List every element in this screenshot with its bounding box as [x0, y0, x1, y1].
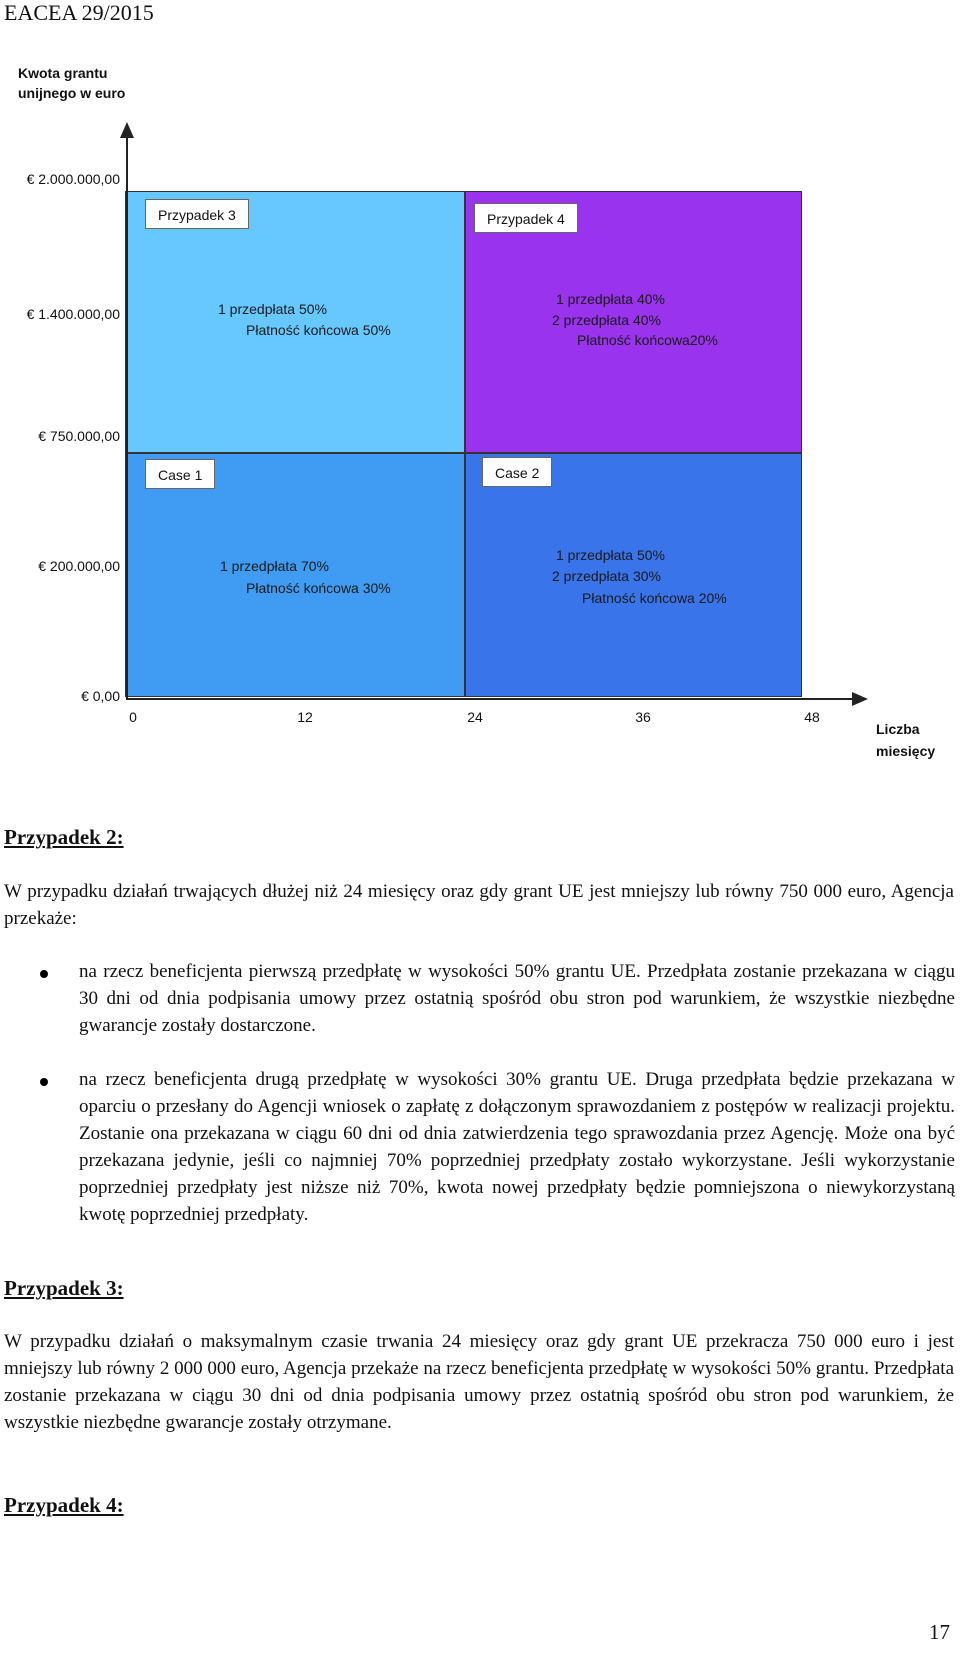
page-number: 17 [929, 1620, 950, 1644]
section2-intro: W przypadku działań trwających dłużej niż 24 miesięcy oraz gdy grant UE jest mniejszy lub równy 750 000 euro, Agencja przekaże: [4, 881, 954, 929]
bullet-icon [40, 1078, 48, 1086]
section2-bullet2: na rzecz beneficjenta drugą przedpłatę w wysokości 30% grantu UE. Druga przedpłata będzie przekazana w oparciu o przesłany do Agencji wniosek o zapłatę z dołączonym sprawozdaniem z postępów w realizacji projektu. Zostanie ona przekazana w ciągu 60 dni od dnia zatwierdzenia tego sprawozdania przez Agencję. Może ona być przekazana jedynie, jeśli co najmniej 70% poprzedniej przedpłaty zostało wykorzystane. Jeśli wykorzystanie poprzedniej przedpłaty jest niższe niż 70%, kwota nowej przedpłaty będzie pomniejszona o niewykorzystaną kwotę poprzedniej przedpłaty. [79, 1069, 955, 1225]
case4-line2: 2 przedpłata 40% [552, 312, 661, 328]
case1-label: Case 1 [145, 459, 215, 489]
x-tick-12: 12 [297, 709, 313, 725]
case2-label: Case 2 [482, 457, 552, 487]
axes [0, 0, 960, 760]
section2-heading: Przypadek 2: [4, 825, 124, 849]
y-tick-200000: € 200.000,00 [38, 558, 120, 574]
section4-heading: Przypadek 4: [4, 1493, 124, 1517]
x-tick-48: 48 [804, 709, 820, 725]
x-axis-label [876, 718, 956, 762]
section3-heading: Przypadek 3: [4, 1276, 124, 1300]
case4-label: Przypadek 4 [474, 203, 578, 233]
y-tick-2000000: € 2.000.000,00 [26, 171, 120, 187]
case4-line3: Płatność końcowa20% [577, 332, 718, 348]
case2-line2: 2 przedpłata 30% [552, 568, 661, 584]
x-tick-36: 36 [635, 709, 651, 725]
case4-line1: 1 przedpłata 40% [556, 291, 665, 307]
case3-line1: 1 przedpłata 50% [218, 301, 327, 317]
y-tick-750000: € 750.000,00 [38, 428, 120, 444]
case3-line2: Płatność końcowa 50% [246, 322, 391, 338]
case2-line3: Płatność końcowa 20% [582, 590, 727, 606]
x-axis-arrow [852, 692, 868, 706]
x-tick-0: 0 [129, 709, 137, 725]
case1-line2: Płatność końcowa 30% [246, 580, 391, 596]
document-header: EACEA 29/2015 [4, 0, 154, 25]
section2-bullet1: na rzecz beneficjenta pierwszą przedpłatę w wysokości 50% grantu UE. Przedpłata zostanie przekazana w ciągu 30 dni od dnia podpisania umowy przez ostatnią spośród obu stron pod warunkiem, że wszystkie niezbędne gwarancje zostały dostarczone. [79, 961, 955, 1036]
x-axis-label-text: Liczba miesięcy [876, 721, 936, 759]
case2-line1: 1 przedpłata 50% [556, 547, 665, 563]
bullet-icon [40, 970, 48, 978]
case1-line1: 1 przedpłata 70% [220, 558, 329, 574]
y-tick-0: € 0,00 [81, 688, 120, 704]
y-axis-arrow [120, 122, 134, 138]
y-tick-1400000: € 1.400.000,00 [26, 306, 120, 322]
section3-text: W przypadku działań o maksymalnym czasie trwania 24 miesięcy oraz gdy grant UE przekracza 750 000 euro i jest mniejszy lub równy 2 000 000 euro, Agencja przekaże na rzecz beneficjenta przedpłatę w wysokości 50% grantu. Przedpłata zostanie przekazana w ciągu 30 dni od dnia podpisania umowy przez ostatnią spośród obu stron pod warunkiem, że wszystkie niezbędne gwarancje zostały otrzymane. [4, 1331, 954, 1433]
case3-label: Przypadek 3 [145, 199, 249, 229]
x-tick-24: 24 [467, 709, 483, 725]
y-axis-label: Kwota grantu unijnego w euro [18, 65, 126, 101]
